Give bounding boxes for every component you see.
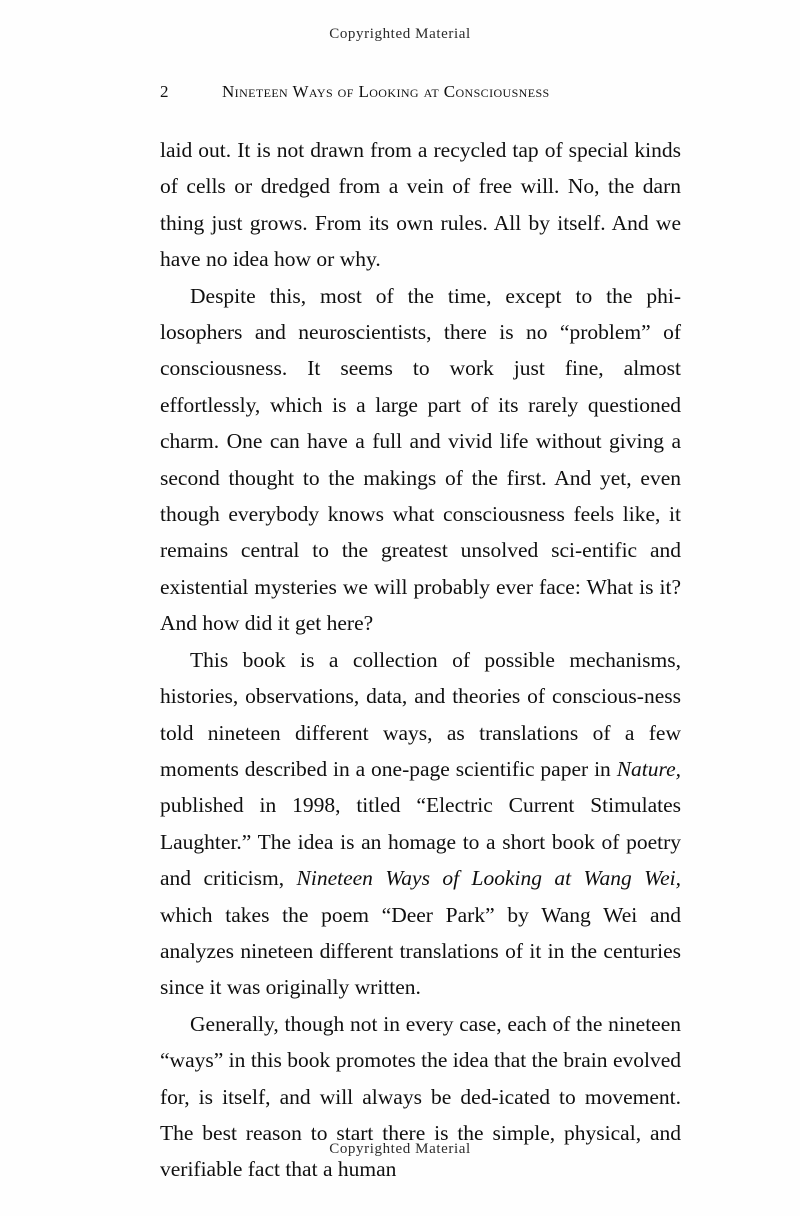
para-3: This book is a collection of possible mechanisms, histories, observations, data, and theories of conscious-ness told nineteen different ways, as translations of a few moments described in a one-page scientific paper in Nature, published in 1998, titled “Electric Current Stimulates Laughter.” The idea is an homage to a short book of poetry and criticism, Nineteen Ways of Looking at Wang Wei, which takes the poem “Deer Park” by Wang Wei and analyzes nineteen different translations of it in the centuries since it was originally written. [160,647,681,1000]
para-1: laid out. It is not drawn from a recycled tap of special kinds of cells or dredged from a vein of free will. No, the darn thing just grows. From its own rules. All by itself. And we have no idea how or why. [160,138,681,272]
copyright-watermark-top: Copyrighted Material [329,26,471,42]
body-text-column [160,132,681,1188]
para-2: Despite this, most of the time, except to the phi-losophers and neuroscientists, there is no “problem” of consciousness. It seems to work just fine, almost effortlessly, which is a large part of its rarely questioned charm. One can have a full and vivid life without giving a second thought to the makings of the first. And yet, even though everybody knows what consciousness feels like, it remains central to the greatest unsolved sci-entific and existential mysteries we will probably ever face: What is it? And how did it get here? [160,283,681,636]
copyright-watermark-bottom: Copyrighted Material [329,1141,471,1157]
running-head [160,82,640,106]
running-head-title: Nineteen Ways of Looking at Consciousness [222,82,550,101]
para-4: Generally, though not in every case, each of the nineteen “ways” in this book promotes the idea that the brain evolved for, is itself, and will always be ded-icated to movement. The best reason to start there is the simple, physical, and verifiable fact that a human [160,1011,681,1182]
page-number: 2 [160,82,169,101]
